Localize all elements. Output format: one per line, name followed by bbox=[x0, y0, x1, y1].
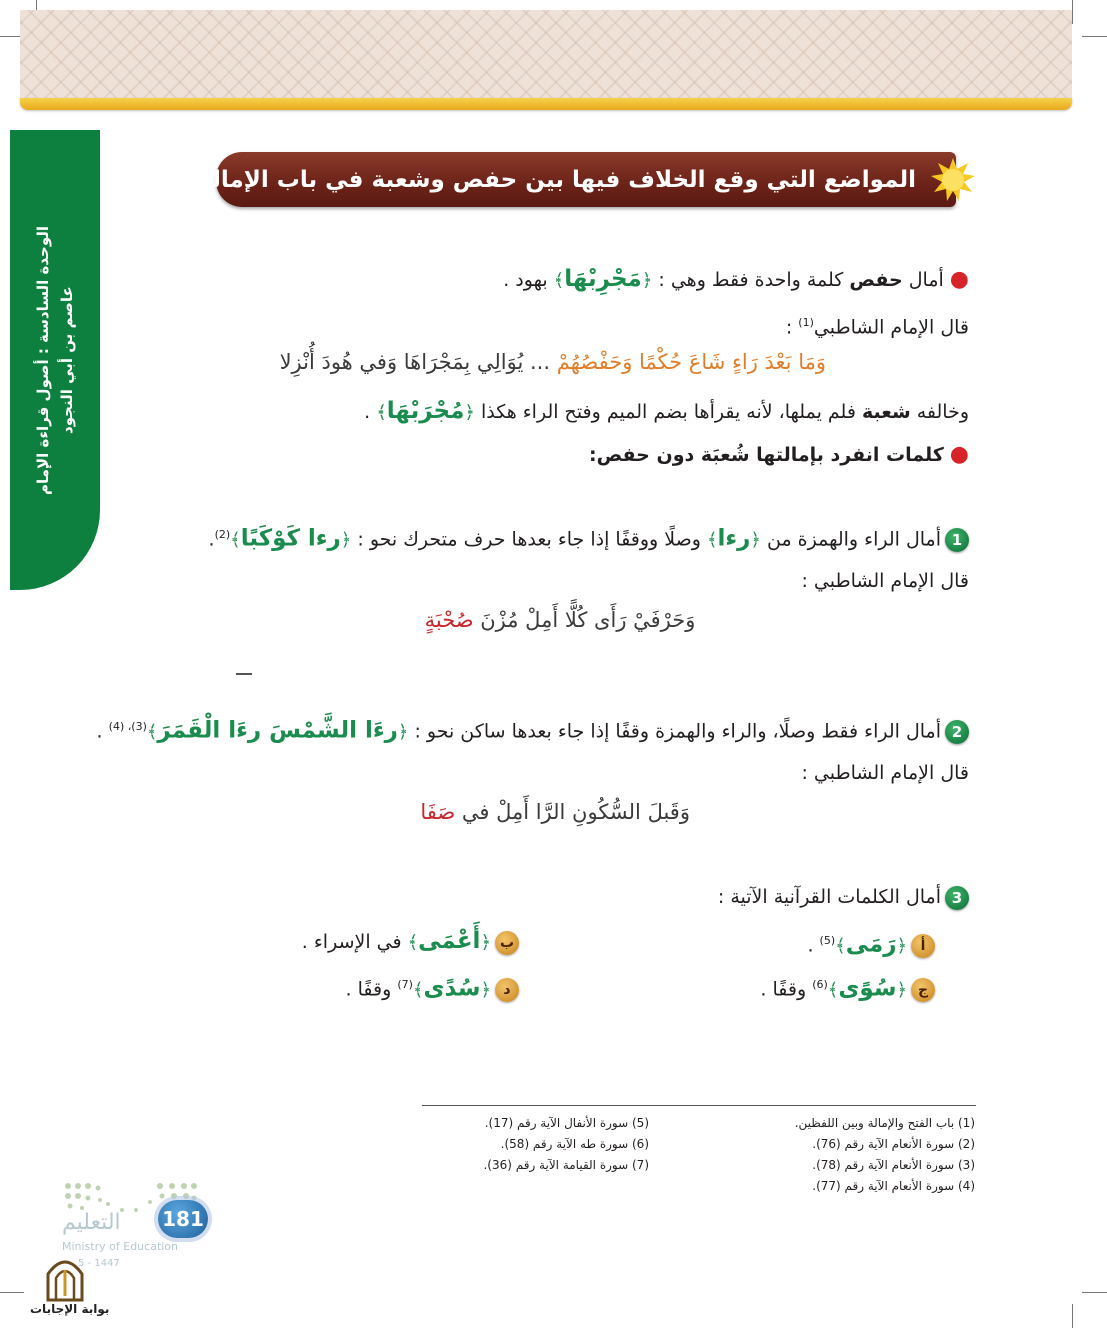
quran-bracket-icon: ﴾ bbox=[827, 979, 839, 1001]
crop-mark bbox=[0, 1292, 24, 1293]
letter-badge: أ bbox=[911, 934, 935, 958]
item-2: 2أمال الراء فقط وصلًا، والراء والهمزة وقفًا إذا جاء بعدها ساكن نحو : ﴿رءَا الشَّمْسَ رءَا الْقَمَرَ﴾$^{(3)، (4)}$ . bbox=[97, 712, 969, 747]
shatibi-intro: قال الإمام الشاطبي : bbox=[801, 762, 969, 784]
verse-2: وَحَرْفَيْ رَأَى كُلًّا أَمِلْ مُزْنَ صُحْبَةٍ bbox=[424, 608, 696, 632]
letter-badge: د bbox=[495, 978, 519, 1002]
letter-badge: ب bbox=[495, 931, 519, 955]
footnote: (4) سورة الأنعام الآية رقم (77). bbox=[812, 1179, 975, 1193]
verse-1: وَمَا بَعْدَ رَاءٍ شَاعَ حُكْمًا وَحَفْصُهُمْ ... يُوَالِي بِمَجْرَاهَا وَفي هُودَ أُنْزِلا bbox=[279, 350, 826, 374]
quran-bracket-icon: ﴾ bbox=[835, 935, 846, 957]
quran-bracket-icon: ﴿ bbox=[480, 932, 491, 953]
footnote: (1) باب الفتح والإمالة وبين اللفظين. bbox=[794, 1116, 975, 1130]
quran-bracket-icon: ﴿ bbox=[750, 529, 761, 551]
unit-title: الوحدة السادسة : أصول قراءة الإمام عاصم بن أبي النجود bbox=[34, 225, 76, 495]
ministry-logo-text: التعليم bbox=[62, 1210, 121, 1235]
quran-word: مُجْرَبْهَا bbox=[386, 398, 465, 424]
quran-bracket-icon: ﴿ bbox=[464, 402, 475, 423]
quran-bracket-icon: ﴾ bbox=[412, 979, 424, 1001]
crop-mark bbox=[1072, 0, 1073, 24]
footnote-rule bbox=[422, 1105, 976, 1106]
section-title: المواضع التي وقع الخلاف فيها بين حفص وشعبة في باب الإمالة bbox=[198, 166, 916, 193]
section-header bbox=[198, 152, 956, 207]
paragraph-hafs: ●أمال حفص كلمة واحدة فقط وهي : ﴿مَجْرِبْهَا﴾ بهود . bbox=[503, 266, 969, 292]
bullet-icon: ● bbox=[949, 442, 969, 467]
number-badge: 2 bbox=[945, 720, 969, 744]
quran-bracket-icon: ﴿ bbox=[896, 935, 907, 957]
quran-bracket-icon: ﴿ bbox=[641, 270, 653, 291]
verse-3: وَقَبلَ السُّكُونِ الرَّا أَمِلْ في صَفَا bbox=[420, 800, 690, 824]
subheading-shuba-words: ●كلمات انفرد بإمالتها شُعبَة دون حفص: bbox=[588, 442, 969, 467]
footnote: (6) سورة طه الآية رقم (58). bbox=[500, 1137, 649, 1151]
quran-bracket-icon: ﴿ bbox=[480, 979, 491, 1001]
footnote: (2) سورة الأنعام الآية رقم (76). bbox=[812, 1137, 975, 1151]
shatibi-intro: قال الإمام الشاطبي$^{(1)}$ : bbox=[785, 316, 969, 339]
quran-bracket-icon: ﴾ bbox=[376, 402, 387, 423]
top-gold-bar bbox=[20, 98, 1072, 110]
number-badge: 3 bbox=[945, 886, 969, 910]
item-1: 1أمال الراء والهمزة من ﴿رءا﴾ وصلًا ووقفًا إذا جاء بعدها حرف متحرك نحو : ﴿رءا كَوْكَبًا﴾$^{(2)}$. bbox=[209, 520, 969, 555]
crop-mark bbox=[1082, 36, 1107, 37]
footnote: (5) سورة الأنفال الآية رقم (17). bbox=[484, 1116, 649, 1130]
item-3: 3أمال الكلمات القرآنية الآتية : bbox=[718, 882, 969, 912]
separator-dash bbox=[236, 673, 252, 675]
top-decorative-banner bbox=[20, 10, 1072, 102]
ministry-logo-subtitle: Ministry of Education bbox=[62, 1240, 179, 1253]
option-d: د﴿سُدًى﴾$^{(7)}$ وقفًا . bbox=[346, 970, 519, 1005]
paragraph-shuba: وخالفه شعبة فلم يملها، لأنه يقرأها بضم الميم وفتح الراء هكذا ﴿مُجْرَبْهَا﴾ . bbox=[364, 398, 969, 424]
quran-bracket-icon: ﴾ bbox=[407, 932, 419, 953]
option-a: أ﴿رَمَى﴾$^{(5)}$ . bbox=[807, 926, 935, 961]
crop-mark bbox=[1072, 1304, 1073, 1328]
page-number: 181 bbox=[158, 1200, 208, 1238]
quran-bracket-icon: ﴾ bbox=[230, 529, 241, 551]
crop-mark bbox=[1082, 1292, 1107, 1293]
footnote: (3) سورة الأنعام الآية رقم (78). bbox=[812, 1158, 975, 1172]
option-b: ب﴿أَعْمَى﴾ في الإسراء . bbox=[302, 926, 519, 958]
portal-label: بوابة الإجابات bbox=[30, 1302, 110, 1316]
portal-logo-icon bbox=[44, 1256, 86, 1302]
quran-bracket-icon: ﴿ bbox=[397, 721, 409, 743]
bullet-icon: ● bbox=[949, 267, 969, 292]
quran-bracket-icon: ﴾ bbox=[146, 721, 158, 743]
footnote: (7) سورة القيامة الآية رقم (36). bbox=[483, 1158, 649, 1172]
ministry-logo-year: 5 - 1447 bbox=[78, 1258, 120, 1269]
shatibi-intro: قال الإمام الشاطبي : bbox=[801, 570, 969, 592]
number-badge: 1 bbox=[945, 528, 969, 552]
option-c: ج﴿سُوًى﴾$^{(6)}$ وقفًا . bbox=[760, 970, 935, 1005]
quran-bracket-icon: ﴿ bbox=[896, 979, 907, 1001]
unit-side-tab bbox=[10, 130, 100, 590]
quran-bracket-icon: ﴾ bbox=[706, 529, 718, 551]
sun-icon bbox=[930, 157, 976, 203]
quran-word: مَجْرِبْهَا bbox=[564, 266, 642, 292]
quran-bracket-icon: ﴾ bbox=[553, 270, 565, 291]
letter-badge: ج bbox=[911, 978, 935, 1002]
quran-bracket-icon: ﴿ bbox=[340, 529, 352, 551]
